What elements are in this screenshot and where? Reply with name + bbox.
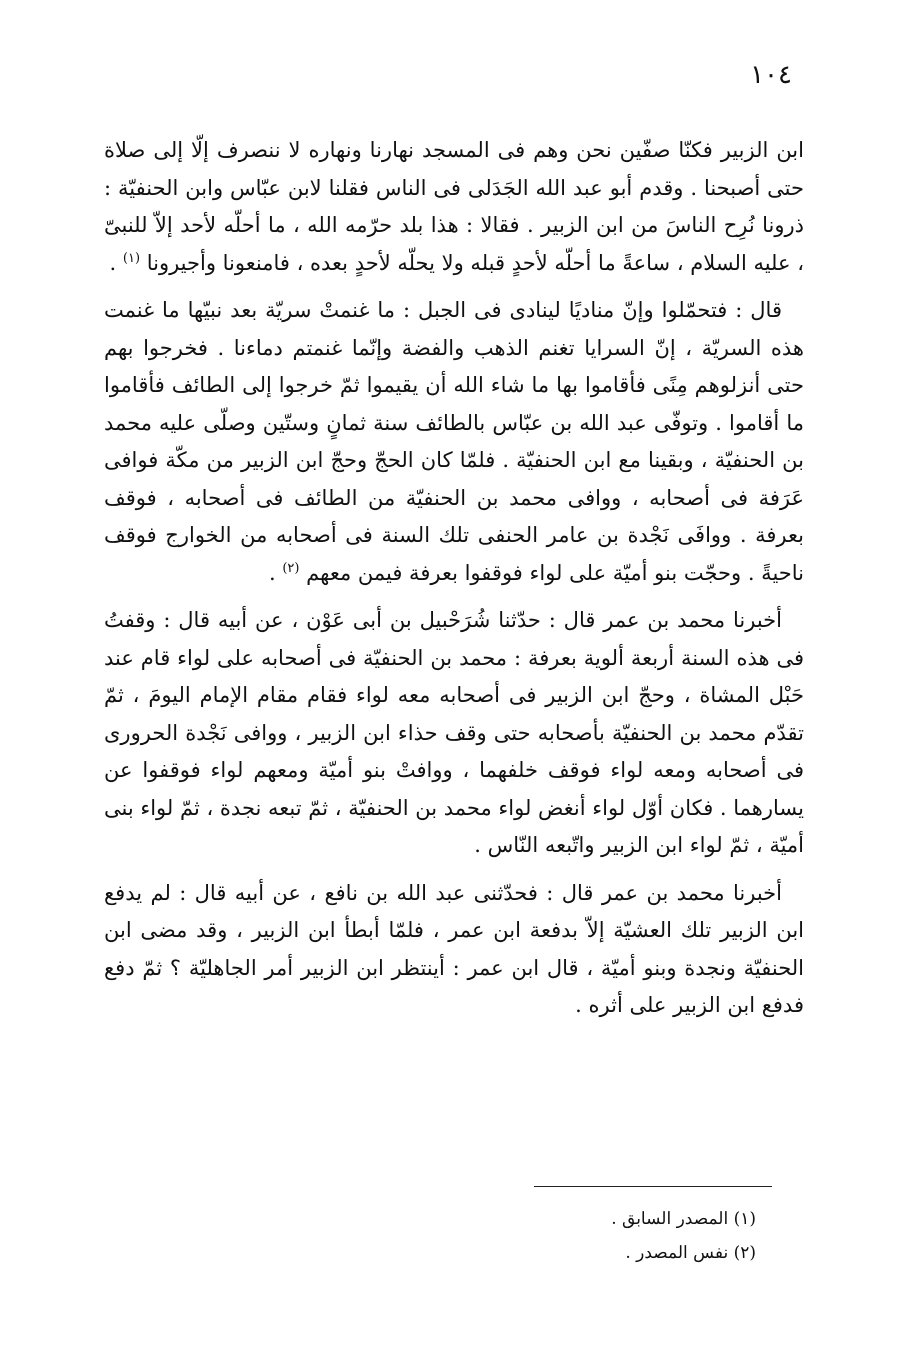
paragraph-4 bbox=[104, 875, 804, 1025]
footnote-ref-1: (١) bbox=[122, 250, 141, 266]
paragraph-4-text: أخبرنا محمد بن عمر قال : فحدّثنى عبد الله بن نافع ، عن أبيه قال : لم يدفع ابن الزبير تلك العشيّة إلاّ بدفعة ابن عمر ، فلمّا أبطأ ابن الزبير ، وقد مضى ابن الحنفيّة ونجدة وبنو أميّة ، قال ابن عمر : أينتظر ابن الزبير أمر الجاهليّة ؟ ثمّ دفع فدفع ابن الزبير على أثره . bbox=[104, 880, 804, 1017]
footnote-divider bbox=[534, 1186, 772, 1187]
paragraph-1-text: ابن الزبير فكنّا صفّين نحن وهم فى المسجد نهارنا ونهاره لا ننصرف إلّا إلى صلاة حتى أصبحنا . وقدم أبو عبد الله الجَدَلى فى الناس فقلنا لابن عبّاس وابن الحنفيّة : ذرونا نُرِح الناسَ من ابن الزبير . فقالا : هذا بلد حرّمه الله ، ما أحلّه لأحد إلاّ للنبىّ ، عليه السلام ، ساعةً ما أحلّه لأحدٍ قبله ولا يحلّه لأحدٍ بعده ، فامنعونا وأجيرونا bbox=[104, 138, 804, 275]
paragraph-3 bbox=[104, 602, 804, 865]
footnote-ref-2: (٢) bbox=[282, 560, 300, 576]
paragraph-1 bbox=[104, 132, 804, 282]
paragraph-2 bbox=[104, 292, 804, 592]
paragraph-2-text: قال : فتحمّلوا وإنّ مناديًا لينادى فى الجبل : ما غنمتْ سريّة بعد نبيّها ما غنمت هذه السريّة ، إنّ السرايا تغنم الذهب والفضة وإنّما غنمتم دماءنا . فخرجوا بهم حتى أنزلوهم مِنًى فأقاموا بها ما شاء الله أن يقيموا ثمّ خرجوا إلى الطائف فأقاموا ما أقاموا . وتوفّى عبد الله بن عبّاس بالطائف سنة ثمانٍ وستّين وصلّى عليه محمد بن الحنفيّة ، وبقينا مع ابن الحنفيّة . فلمّا كان الحجّ وحجّ ابن الزبير من مكّة فوافى عَرَفة فى أصحابه ، ووافى محمد بن الحنفيّة من الطائف فى أصحابه ، فوقف بعرفة . ووافَى نَجْدة بن عامر الحنفى تلك السنة فى أصحابه من الخوارج فوقف ناحيةً . وحجّت بنو أميّة على لواء فوقفوا بعرفة فيمن معهم bbox=[104, 298, 804, 585]
paragraph-3-text: أخبرنا محمد بن عمر قال : حدّثنا شُرَحْبيل بن أبى عَوْن ، عن أبيه قال : وقفتُ فى هذه السنة أربعة ألوية بعرفة : محمد بن الحنفيّة فى أصحابه على لواء قام عند حَبْل المشاة ، وحجّ ابن الزبير فى أصحابه معه لواء فقام مقام الإمام اليومَ ، ثمّ تقدّم محمد بن الحنفيّة بأصحابه حتى وقف حذاء ابن الزبير ، ووافى نَجْدة الحرورى فى أصحابه ومعه لواء فوقف خلفهما ، ووافتْ بنو أميّة ومعهم لواء فوقفوا عن يسارهما . فكان أوّل لواء أنغض لواء محمد بن الحنفيّة ، ثمّ تبعه نجدة ، ثمّ لواء بنى أميّة ، ثمّ لواء ابن الزبير واتّبعه النّاس . bbox=[103, 608, 804, 857]
body-text bbox=[104, 132, 804, 1035]
footnote-1: (١) المصدر السابق . bbox=[611, 1209, 756, 1229]
paragraph-2-tail: . bbox=[268, 560, 283, 585]
footnote-2: (٢) نفس المصدر . bbox=[625, 1243, 756, 1263]
paragraph-1-tail: . bbox=[109, 250, 123, 275]
footnotes bbox=[136, 1202, 756, 1270]
page-number: ١٠٤ bbox=[750, 60, 792, 90]
